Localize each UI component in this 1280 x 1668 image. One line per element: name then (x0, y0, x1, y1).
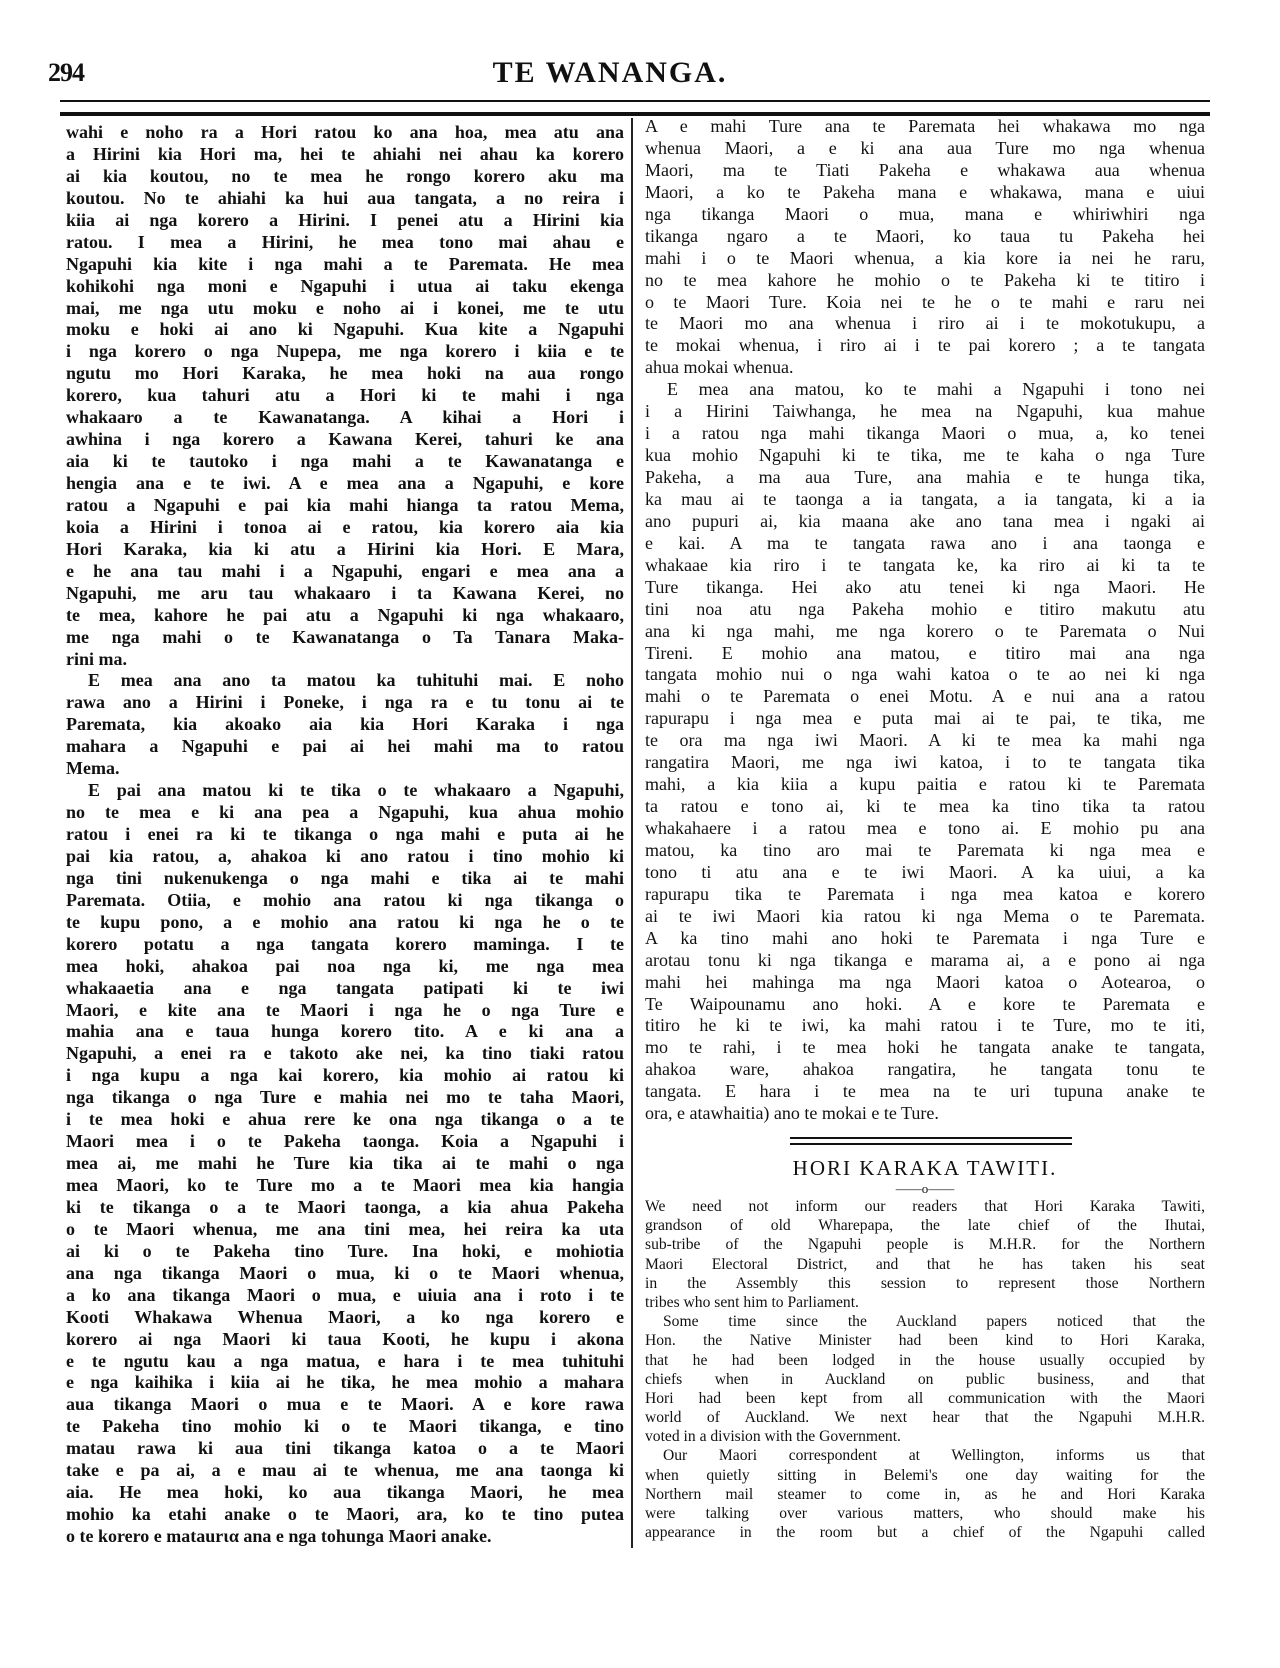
text-line: Northern mail steamer to come in, as he and Hori Karaka (645, 1485, 1205, 1503)
text-line: ratou. I mea a Hirini, he mea tono mai ahau e (66, 231, 624, 252)
text-line: tribes who sent him to Parliament. (645, 1293, 859, 1311)
text-line: nga tikanga o nga Ture e mahia nei mo te taha Maori, (66, 1087, 624, 1108)
text-line: rapurapu tika te Paremata i nga mea katoa e korero (645, 883, 1205, 904)
text-line: tini noa atu nga Pakeha mohio e titiro makutu atu (645, 598, 1205, 619)
text-line: pai kia ratou, a, ahakoa ki ano ratou i tino mohio ki (66, 845, 624, 866)
text-line: ora, e atawhaitia) ano te mokai e te Ture. (645, 1103, 939, 1124)
text-line: mahia ana e taua hunga korero tito. A e ki ana a (66, 1021, 624, 1042)
text-line: that he had been lodged in the house usually occupied by (645, 1351, 1205, 1369)
text-line: te Maori mo ana whenua i riro ai i te mokotukupu, a (645, 313, 1205, 334)
text-line: ano pupuri ai, kia maana ake ano tana mea i ngaki ai (645, 510, 1205, 531)
text-line: We need not inform our readers that Hori Karaka Tawiti, (645, 1198, 1205, 1215)
text-line: mahi o te Paremata o enei Motu. A e nui ana a ratou (645, 686, 1205, 707)
text-line: ta ratou e tono ai, ki te mea ka tino tika ta ratou (645, 796, 1205, 817)
text-line: tono ti atu ana e te iwi Maori. A ka uiui, a ka (645, 861, 1205, 882)
text-line: Tireni. E mohio ana matou, e titiro mai ana nga (645, 642, 1205, 663)
text-line: voted in a division with the Government. (645, 1428, 901, 1446)
text-line: Our Maori correspondent at Wellington, informs us that (663, 1447, 1205, 1465)
text-line: A ka tino mahi ano hoki te Paremata i nga Ture e (645, 927, 1205, 948)
text-line: E pai ana matou ki te tika o te whakaaro a Ngapuhi, (88, 780, 624, 801)
text-line: E mea ana ano ta matou ka tuhituhi mai. E noho (88, 670, 624, 691)
text-line: Ngapuhi kia kite i nga mahi a te Paremata. He mea (66, 253, 624, 274)
text-line: Te Waipounamu ano hoki. A e kore te Paremata e (645, 993, 1205, 1014)
paragraph (66, 122, 624, 670)
paragraph (66, 670, 624, 780)
text-line: Ture tikanga. Hei ako atu tenei ki nga Maori. He (645, 576, 1205, 597)
text-line: E mea ana matou, ko te mahi a Ngapuhi i tono nei (667, 379, 1205, 400)
column-divider (631, 118, 633, 1548)
text-line: aia ki te tautoko i nga mahi a te Kawanatanga e (66, 451, 624, 472)
text-line: mahi hei mahinga ma nga Maori katoa o Aotearoa, o (645, 971, 1205, 992)
text-line: ana ki nga mahi, me nga korero o te Paremata o Nui (645, 620, 1205, 641)
text-line: Mema. (66, 758, 120, 779)
text-line: e nga kaihika i kiia ai he tika, he mea mohio a mahara (66, 1372, 624, 1393)
text-line: matau rawa ki aua tini tikanga katoa o a te Maori (66, 1438, 624, 1459)
text-line: te ora ma nga iwi Maori. A ki te mea ka mahi nga (645, 730, 1205, 751)
text-line: ka mau ai te taonga a ia tangata, a ia tangata, ki a ia (645, 488, 1205, 509)
text-line: ratou a Ngapuhi e pai kia mahi hianga ta ratou Mema, (66, 494, 624, 515)
text-line: rawa ano a Hirini i Poneke, i nga ra e tu tonu ai te (66, 692, 624, 713)
text-line: Ngapuhi, a enei ra e takoto ake nei, ka tino tiaki ratou (66, 1043, 624, 1064)
text-line: whakaaetia ana e nga tangata patipati ki te iwi (66, 977, 624, 998)
text-line: a ko ana tikanga Maori o mua, e uiuia ana i roto i te (66, 1284, 624, 1305)
text-line: Maori, e kite ana te Maori i nga he o nga Ture e (66, 999, 624, 1020)
text-line: mai, me nga utu moku e noho ai i konei, me te utu (66, 297, 624, 318)
text-line: korero ai nga Maori ki taua Kooti, he kupu i akona (66, 1328, 624, 1349)
text-line: e te ngutu kau a nga matua, e hara i te mea tuhituhi (66, 1350, 624, 1371)
text-line: titiro he ki te iwi, ka mahi ratou i te Ture, mo te iti, (645, 1015, 1205, 1036)
text-line: kohikohi nga moni e Ngapuhi i utua ai taku ekenga (66, 275, 624, 296)
text-line: koutou. No te ahiahi ka hui aua tangata, a no reira i (66, 187, 624, 208)
text-line: tangata. E hara i te mea na te uri tupuna anake te (645, 1081, 1205, 1102)
text-line: ngutu mo Hori Karaka, he mea hoki na aua rongo (66, 363, 624, 384)
text-line: tangata mohio nui o nga wahi katoa o te ao nei ki nga (645, 664, 1205, 685)
header-rule-thin (60, 100, 1210, 102)
text-line: Maori, a ko te Pakeha mana e whakawa, mana e uiui (645, 181, 1205, 202)
text-line: mahi, a kia kiia a kupu paitia e ratou ki te Paremata (645, 774, 1205, 795)
text-line: mea hoki, ahakoa pai noa nga ki, me nga mea (66, 955, 624, 976)
paragraph (645, 116, 1205, 379)
text-line: awhina i nga korero a Kawana Kerei, tahuri ke ana (66, 429, 624, 450)
text-line: sub-tribe of the Ngapuhi people is M.H.R. for the Northern (645, 1236, 1205, 1254)
text-line: wahi e noho ra a Hori ratou ko ana hoa, mea atu ana (66, 122, 624, 142)
text-line: appearance in the room but a chief of the Ngapuhi called (645, 1524, 1205, 1542)
text-line: whakaae kia riro i te tangata ke, ka riro ai ki ta te (645, 554, 1205, 575)
text-line: no te mea kahore he mohio o te Pakeha ki te titiro i (645, 269, 1205, 290)
paragraph (645, 1197, 1205, 1312)
article-separator-rule (790, 1137, 1072, 1139)
text-line: take e pa ai, a e mau ai te whenua, me ana taonga ki (66, 1460, 624, 1481)
text-line: kua mohio Ngapuhi ki te tika, me te kaha o nga Ture (645, 445, 1205, 466)
text-line: hengia ana e te iwi. A e mea ana a Ngapuhi, e kore (66, 473, 624, 493)
article-body (645, 1197, 1205, 1542)
article-heading: HORI KARAKA TAWITI. (792, 1156, 1058, 1180)
text-line: ai te iwi Maori kia ratou ki nga Mema o te Paremata. (645, 905, 1205, 926)
text-line: me nga mahi o te Kawanatanga o Ta Tanara Maka- (66, 626, 624, 647)
text-line: o te Maori Ture. Koia nei te he o te mahi e raru nei (645, 291, 1205, 312)
paragraph (645, 1446, 1205, 1542)
text-line: aia. He mea hoki, ko aua tikanga Maori, he mea (66, 1482, 624, 1503)
text-line: aua tikanga Maori o mua e te Maori. A e kore rawa (66, 1394, 624, 1415)
text-line: whakahaere i a ratou mea e tono ai. E mohio pu ana (645, 818, 1205, 838)
text-line: mohio ka etahi anake o te Maori, ara, ko te tino putea (66, 1504, 624, 1525)
text-line: ratou i enei ra ki te tikanga o nga mahi e puta ai he (66, 824, 624, 844)
text-line: arotau tonu ki nga tikanga e marama ai, a e pono ai nga (645, 949, 1205, 970)
text-line: Hori had been kept from all communication with the Maori (645, 1389, 1205, 1407)
text-line: chiefs when in Auckland on public business, and that (645, 1370, 1205, 1388)
text-line: i a ratou nga mahi tikanga Maori o mua, a, ko tenei (645, 423, 1205, 444)
text-line: Maori, ma te Tiati Pakeha e whakawa aua whenua (645, 159, 1205, 180)
text-line: Maori mea i o te Pakeha taonga. Koia a Ngapuhi i (66, 1131, 624, 1152)
text-line: te mokai whenua, i riro ai i te pai korero ; a te tangata (645, 335, 1205, 356)
text-line: Ngapuhi, me aru tau whakaaro i ta Kawana Kerei, no (66, 582, 624, 603)
text-line: i nga kupu a nga kai korero, kia mohio ai ratou ki (66, 1065, 624, 1086)
text-line: rapurapu i nga mea e puta mai ai te pai, te tika, me (645, 708, 1205, 729)
page-number: 294 (48, 58, 84, 87)
text-line: mea ai, me mahi he Ture kia tika ai te mahi o nga (66, 1153, 624, 1174)
text-line: i nga korero o nga Nupepa, me nga korero i kiia e te (66, 341, 624, 362)
text-line: rangatira Maori, me nga iwi katoa, i to te tangata tika (645, 752, 1205, 773)
text-line: ahua mokai whenua. (645, 357, 794, 378)
text-line: ai ki o te Pakeha tino Ture. Ina hoki, e mohiotia (66, 1240, 624, 1261)
paragraph (645, 379, 1205, 1125)
text-line: were talking over various matters, who should make his (645, 1505, 1205, 1522)
text-line: rini ma. (66, 648, 127, 669)
text-line: korero potatu a nga tangata korero maminga. I te (66, 933, 624, 954)
text-line: ai kia koutou, no te mea he rongo korero aku ma (66, 165, 624, 186)
text-line: grandson of old Wharepapa, the late chief of the Ihutai, (645, 1217, 1205, 1235)
text-line: Kooti Whakawa Whenua Maori, a ko nga korero e (66, 1306, 624, 1327)
text-line: moku e hoki ai ano ki Ngapuhi. Kua kite a Ngapuhi (66, 319, 624, 340)
text-line: te mea, kahore he pai atu a Ngapuhi ki nga whakaaro, (66, 604, 624, 625)
text-line: mo te rahi, i te mea hoki he tangata anake te tangata, (645, 1037, 1205, 1058)
text-line: in the Assembly this session to represent those Northern (645, 1274, 1205, 1292)
text-line: te Pakeha tino mohio ki o te Maori tikanga, e tino (66, 1416, 624, 1437)
text-line: ana nga tikanga Maori o mua, ki o te Maori whenua, (66, 1262, 624, 1283)
text-line: i a Hirini Taiwhanga, he mea na Ngapuhi, kua mahue (645, 401, 1205, 422)
heading-ornament: ——o—— (895, 1181, 955, 1196)
text-line: e kai. A ma te tangata rawa ano i ana taonga e (645, 532, 1205, 553)
text-line: tikanga ngaro a te Maori, ko taua tu Pakeha hei (645, 225, 1205, 246)
text-line: mea Maori, ko te Ture mo a te Maori mea kia hangia (66, 1175, 624, 1195)
text-line: mahi i o te Maori whenua, a kia kore ia nei he raru, (645, 247, 1205, 268)
text-line: whenua Maori, a e ki ana aua Ture mo nga whenua (645, 137, 1205, 158)
text-line: matou, ka tino aro mai te Paremata ki nga mea e (645, 839, 1205, 860)
text-line: i te mea hoki e ahua rere ke ona nga tikanga o a te (66, 1109, 624, 1130)
text-line: mahara a Ngapuhi e pai ai hei mahi ma to ratou (66, 736, 624, 757)
text-line: kiia ai nga korero a Hirini. I penei atu a Hirini kia (66, 209, 624, 230)
article-separator-rule (790, 1143, 1072, 1145)
text-line: when quietly sitting in Belemi's one day waiting for the (645, 1466, 1205, 1484)
paragraph (645, 1312, 1205, 1446)
text-line: ahakoa ware, ahakoa rangatira, he tangata tonu te (645, 1059, 1205, 1080)
text-line: Maori Electoral District, and that he has taken his seat (645, 1255, 1205, 1273)
text-line: a Hirini kia Hori ma, hei te ahiahi nei ahau ka korero (66, 143, 624, 164)
text-line: o te Maori whenua, me ana tini mea, hei reira ka uta (66, 1218, 624, 1239)
text-line: koia a Hirini i tonoa ai e ratou, kia korero aia kia (66, 516, 624, 537)
text-line: korero, kua tahuri atu a Hori ki te mahi i nga (66, 385, 624, 406)
text-line: Paremata. Otiia, e mohio ana ratou ki nga tikanga o (66, 889, 624, 910)
text-line: whakaaro a te Kawanatanga. A kihai a Hori i (66, 407, 624, 428)
text-line: Paremata, kia akoako aia kia Hori Karaka i nga (66, 714, 624, 735)
text-line: A e mahi Ture ana te Paremata hei whakawa mo nga (645, 116, 1205, 136)
text-line: Pakeha, a ma aua Ture, ana mahia e te hunga tika, (645, 467, 1205, 487)
right-column (645, 116, 1205, 1125)
text-line: world of Auckland. We next hear that the Ngapuhi M.H.R. (645, 1409, 1205, 1427)
text-line: o te korero e mataurια ana e nga tohunga Maori anake. (66, 1526, 492, 1546)
text-line: ki te tikanga o a te Maori taonga, a kia ahua Pakeha (66, 1196, 624, 1217)
left-column (66, 122, 624, 1548)
text-line: no te mea e ki ana pea a Ngapuhi, kua ahua mohio (66, 802, 624, 823)
newspaper-title: TE WANANGA. (492, 56, 728, 89)
paragraph (66, 780, 624, 1548)
text-line: Hori Karaka, kia ki atu a Hirini kia Hori. E Mara, (66, 538, 624, 559)
text-line: e he ana tau mahi i a Ngapuhi, engari e mea ana a (66, 560, 624, 581)
text-line: nga tikanga Maori o mua, mana e whiriwhiri nga (645, 203, 1205, 224)
text-line: te kupu pono, a e mohio ana ratou ki nga he o te (66, 911, 624, 932)
text-line: nga tini nukenukenga o nga mahi e tika ai te mahi (66, 867, 624, 888)
text-line: Hon. the Native Minister had been kind to Hori Karaka, (645, 1332, 1205, 1350)
text-line: Some time since the Auckland papers noticed that the (663, 1313, 1205, 1331)
